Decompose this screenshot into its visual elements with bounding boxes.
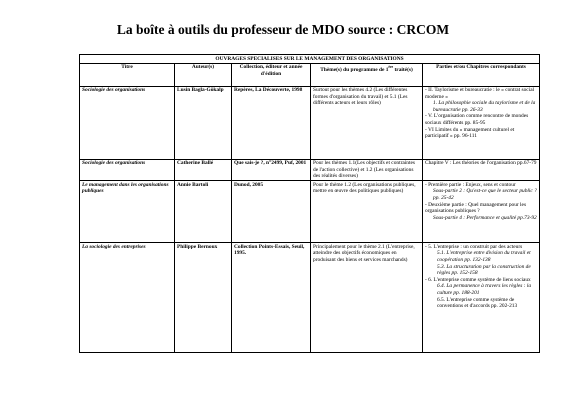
header-theme-sup: ère bbox=[388, 65, 394, 70]
header-theme bbox=[311, 63, 423, 86]
table-row bbox=[80, 159, 540, 181]
parties-line: 5.3. La structuration par la construction de règles pp. 152-158 bbox=[437, 263, 531, 277]
cell-auteurs: Lusin Bagla-Gökalp bbox=[175, 86, 232, 159]
header-parties: Parties et/ou Chapitres correspondants bbox=[423, 63, 540, 86]
parties-line: - VI Limites du « management culturel et participatif » pp. 96-111 bbox=[425, 126, 515, 140]
table-row bbox=[80, 86, 540, 159]
cell-collection: Repères, La Découverte, 1998 bbox=[232, 86, 311, 159]
cell-parties bbox=[423, 243, 540, 353]
cell-theme: Pour les thèmes 1.1(Les objectifs et contraintes de l'action collective) et 1.2 (Les organisations des réalités diverses) bbox=[311, 159, 423, 181]
parties-line: 1. La philosophie sociale du taylorisme et de la bureaucratie pp. 26-33 bbox=[433, 100, 536, 113]
parties-line: - Deuxième partie : Quel management pour les organisations publiques ? bbox=[425, 201, 527, 215]
cell-auteurs: Catherine Ballé bbox=[175, 159, 232, 181]
parties-line: - 6. L'entreprise comme système de liens sociaux bbox=[425, 276, 531, 283]
parties-line: Chapitre V : Les théories de l'organisation pp.67-79 bbox=[425, 160, 537, 167]
cell-theme: Pour le thème 1.2 (Les organisations publiques, mettre en œuvre des politiques publiques) bbox=[311, 181, 423, 243]
parties-line: - V. L'organisation comme rencontre de mondes sociaux différents pp. 85-95 bbox=[425, 113, 529, 127]
parties-line: Sous-partie 2 : Qu'est-ce que le secteur public ? pp. 25-42 bbox=[433, 188, 537, 202]
cell-titre: Sociologie des organisations bbox=[80, 86, 175, 159]
books-table bbox=[79, 54, 540, 353]
document-title: La boîte à outils du professeur de MDO source : CRCOM bbox=[116, 22, 450, 37]
cell-auteurs: Philippe Bernoux bbox=[175, 243, 232, 353]
cell-titre: La sociologie des entreprises bbox=[80, 243, 175, 353]
cell-collection: Collection Points-Essais, Seuil, 1995. bbox=[232, 243, 311, 353]
header-collection: Collection, éditeur et année d'édition bbox=[232, 63, 311, 86]
table-header-row bbox=[80, 63, 540, 86]
cell-collection: Dunod, 2005 bbox=[232, 181, 311, 243]
table-banner: OUVRAGES SPECIALISES SUR LE MANAGEMENT DES ORGANISATIONS bbox=[80, 55, 540, 64]
cell-theme: Surtout pour les thèmes 4.2 (Les différentes formes d'organisation du travail) et 5.1 (Les différents acteurs et leurs rôles) bbox=[311, 86, 423, 159]
cell-parties bbox=[423, 159, 540, 181]
cell-titre: Sociologie des organisations bbox=[80, 159, 175, 181]
table-row bbox=[80, 181, 540, 243]
header-theme-end: traité(s) bbox=[393, 66, 413, 73]
table-row bbox=[80, 243, 540, 353]
cell-titre: Le management dans les organisations publiques bbox=[80, 181, 175, 243]
parties-line: 6.5. L'entreprise comme système de conventions et d'accords pp. 202-213 bbox=[437, 296, 518, 310]
header-theme-start: Thème(s) du programme de 1 bbox=[320, 66, 389, 73]
parties-line: Sous-partie 4 : Performance et qualité pp.73-92 bbox=[433, 214, 537, 221]
parties-line: - Première partie : Enjeux, sens et contour bbox=[425, 181, 516, 188]
cell-auteurs: Annie Bartoli bbox=[175, 181, 232, 243]
header-titre: Titre bbox=[80, 63, 175, 86]
cell-parties bbox=[423, 181, 540, 243]
cell-parties bbox=[423, 86, 540, 159]
parties-line: - 5. L'entreprise : un construit par des acteurs bbox=[425, 243, 523, 250]
parties-line: 5.1. L'entreprise entre division du travail et coopération pp. 132-138 bbox=[437, 250, 531, 264]
cell-theme: Principalement pour le thème 2.1 (L'entreprise, atteindre des objectifs économiques en produisant des biens et services marchands) bbox=[311, 243, 423, 353]
cell-collection: Que sais-je ?, n°2499, Puf, 2001 bbox=[232, 159, 311, 181]
parties-line: - II. Taylorisme et bureaucratie : le « contrat social moderne » bbox=[425, 87, 535, 100]
parties-line: 6.4. La permanence à travers les règles : la culture pp. 188-201 bbox=[437, 283, 532, 297]
header-auteurs: Auteur(s) bbox=[175, 63, 232, 86]
